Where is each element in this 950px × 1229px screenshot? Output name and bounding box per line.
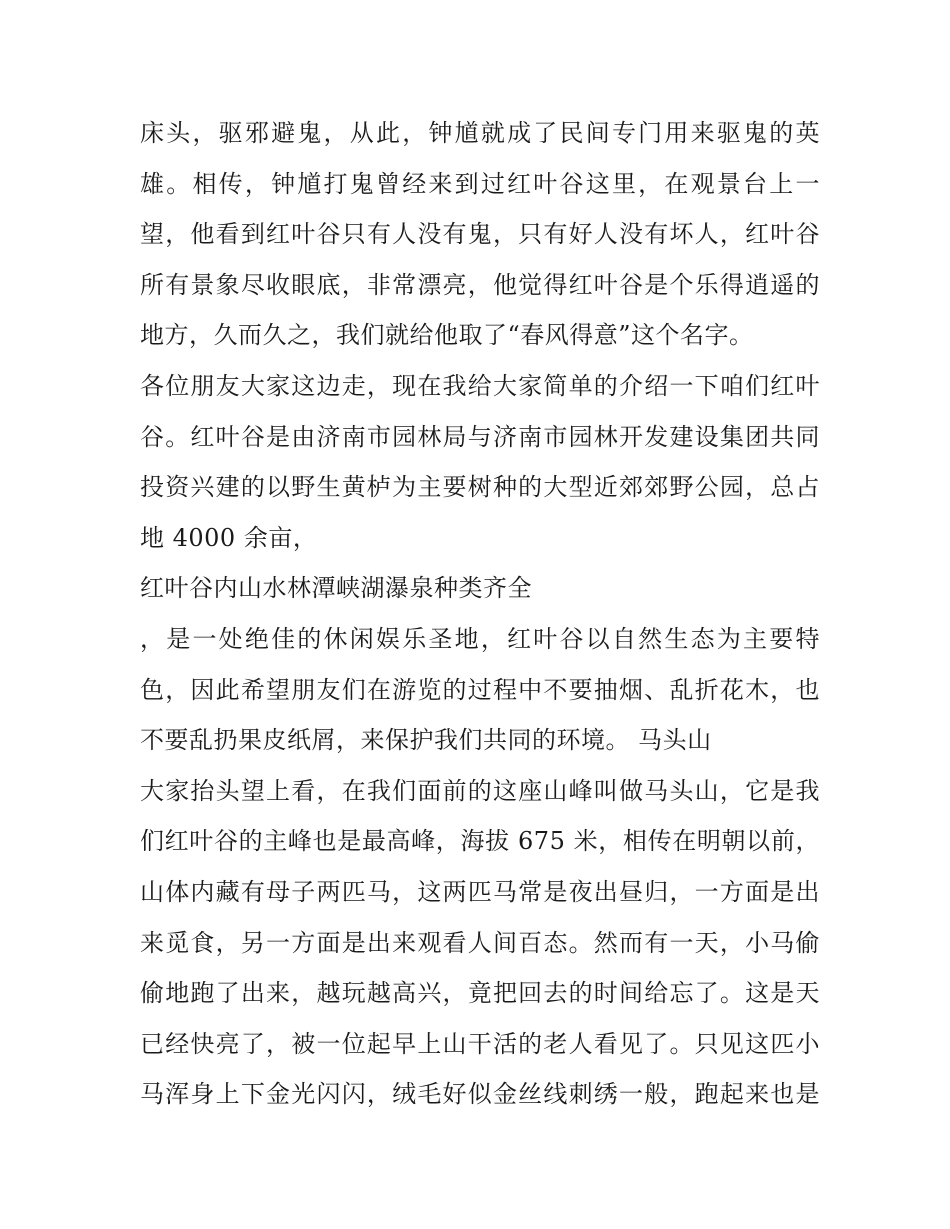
text-line: 所有景象尽收眼底，非常漂亮，他觉得红叶谷是个乐得逍遥的 [140,270,820,299]
text-line: 不要乱扔果皮纸屑，来保护我们共同的环境。 马头山 [140,726,712,755]
text-line: ，是一处绝佳的休闲娱乐圣地，红叶谷以自然生态为主要特 [140,624,820,653]
text-line: 红叶谷内山水林潭峡湖瀑泉种类齐全 [140,574,532,603]
text-line: 望，他看到红叶谷只有人没有鬼，只有好人没有坏人，红叶谷 [140,220,820,249]
text-line: 已经快亮了，被一位起早上山干活的老人看见了。只见这匹小 [140,1029,820,1058]
text-line: 大家抬头望上看，在我们面前的这座山峰叫做马头山，它是我 [140,776,820,805]
text-line: 谷。红叶谷是由济南市园林局与济南市园林开发建设集团共同 [140,422,820,451]
text-line: 色，因此希望朋友们在游览的过程中不要抽烟、乱折花木，也 [140,675,820,704]
text-line: 马浑身上下金光闪闪，绒毛好似金丝线刺绣一般，跑起来也是 [140,1080,820,1109]
text-line: 雄。相传，钟馗打鬼曾经来到过红叶谷这里，在观景台上一 [140,169,820,198]
text-line: 来觅食，另一方面是出来观看人间百态。然而有一天，小马偷 [140,928,820,957]
text-line: 偷地跑了出来，越玩越高兴，竟把回去的时间给忘了。这是天 [140,979,820,1008]
body-text [140,108,820,1120]
text-line: 们红叶谷的主峰也是最高峰，海拔 675 米，相传在明朝以前， [140,827,820,856]
text-line: 床头，驱邪避鬼，从此，钟馗就成了民间专门用来驱鬼的英 [140,119,820,147]
text-line: 投资兴建的以野生黄栌为主要树种的大型近郊郊野公园，总占 [140,473,820,502]
text-line: 地 4000 余亩， [140,523,318,552]
text-line: 地方，久而久之，我们就给他取了“春风得意”这个名字。 [140,321,754,350]
text-line: 各位朋友大家这边走，现在我给大家简单的介绍一下咱们红叶 [140,371,820,400]
text-line: 山体内藏有母子两匹马，这两匹马常是夜出昼归，一方面是出 [140,877,820,906]
